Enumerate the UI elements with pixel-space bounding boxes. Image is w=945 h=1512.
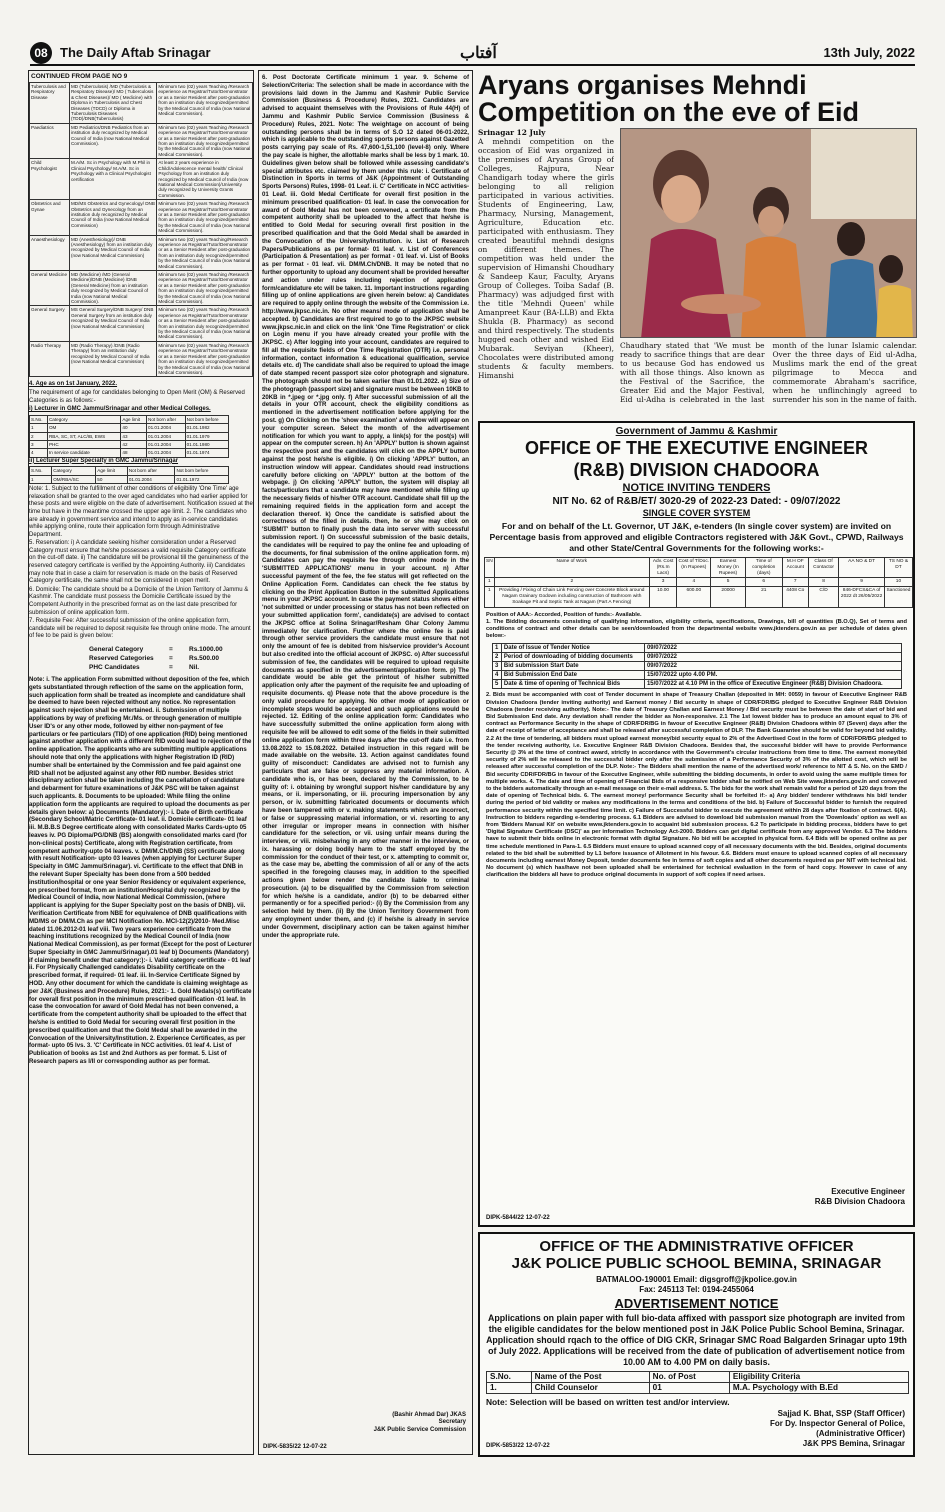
fee-equals: =: [169, 664, 173, 671]
paper-logo: آفتاب: [460, 43, 497, 62]
tender-nit-heading: NOTICE INVITING TENDERS: [622, 482, 771, 494]
signatory-office: J&K Public Service Commission: [373, 1426, 466, 1433]
table-cell: C/D: [808, 587, 838, 607]
table-cell: 15/07/2022 upto 4.00 PM.: [644, 671, 901, 680]
table-cell: 1: [485, 578, 495, 587]
table-cell: 01: [649, 1383, 729, 1394]
news-body-left: [478, 128, 614, 418]
qualification-table: [29, 82, 253, 377]
table-cell: Period of downloading of bidding documents: [501, 653, 644, 662]
paper-name: The Daily Aftab Srinagar: [60, 45, 211, 60]
post-row: [487, 1372, 909, 1383]
table-cell: MD (Radio Therapy) /DNB (Radio Therapy) from an institution duly recognized by Medical Council of India (now National Medical Commission): [69, 341, 156, 376]
news-headline: [478, 72, 915, 126]
age-row: [30, 449, 229, 457]
table-cell: 8: [808, 578, 838, 587]
date-row: [493, 644, 902, 653]
table-cell: Category: [52, 467, 96, 475]
table-cell: Age limit: [96, 467, 128, 475]
reservation-text: 5. Reservation: i) A candidate seeking his/her consideration under a Reserved Category must ensure that he/she possesses a valid requisite Category certificate on the cut-off date. ii) The candidature will be provisional till the genuineness of the reserved category certificate is verified by the Appointing Authority. iii) Candidates may note that in case a claim for reservation is made on the basis of Reserved Category certificate, the same shall not be considered in open merit.: [29, 540, 249, 585]
age-sub2: ii) Lecturer Super Specialty in GMC Jammu/Srinagar: [29, 457, 179, 464]
dateline: Srinagar 12 July: [478, 128, 546, 137]
age-row: [30, 432, 229, 440]
fee-list: [89, 645, 253, 672]
fee-text: 7. Requisite Fee: After successful submission of the online application form, candidate will be required to deposit requisite fee through online mode. The amount of fee to be paid is given below:: [29, 618, 251, 640]
tender-system: SINGLE COVER SYSTEM: [642, 508, 751, 518]
qualification-row: [30, 123, 253, 158]
table-cell: S.No.: [30, 415, 48, 423]
table-cell: General Surgery: [30, 306, 70, 341]
tender-sign-office: R&B Division Chadoora: [814, 1197, 905, 1206]
table-cell: TS NO & DT: [884, 558, 912, 578]
table-cell: 01.01.1979: [185, 432, 228, 440]
table-cell: Date & time of opening of Technical Bids: [501, 680, 644, 689]
mehndi-competition-photo: [620, 128, 917, 338]
headline-line-1: Aryans organises Mehndi: [478, 70, 807, 100]
table-cell: 43: [121, 432, 147, 440]
table-cell: PHC: [47, 440, 120, 448]
table-cell: 3: [493, 662, 502, 671]
ad-signature: [770, 1409, 905, 1449]
fee-category: PHC Candidates: [89, 664, 140, 671]
table-cell: Cost of T/Doc. (In Rupees): [677, 558, 711, 578]
qualification-row: [30, 235, 253, 270]
ad-sign-for: For Dy. Inspector General of Police,: [770, 1419, 905, 1428]
domicile-text: 6. Domicile: The candidate should be a Domicile of the Union Territory of Jammu & Kashmir. The candidate must possess the Domicile Certificate issued by the Competent Authority in the prescribed format as on the last date prescribed for submission of online application form.: [29, 586, 249, 616]
age-row: [30, 467, 229, 475]
signatory-name: (Bashir Ahmad Dar) JKAS: [392, 1411, 466, 1418]
table-cell: Not born before: [175, 467, 229, 475]
tender-position: Position of AAA:- Accorded, Position of funds:- Available.: [486, 611, 642, 618]
table-cell: Not born after: [127, 467, 175, 475]
table-cell: 40: [121, 424, 147, 432]
qualification-row: [30, 200, 253, 235]
ad-sign-name: Sajjad K. Bhat, SSP (Staff Officer): [777, 1409, 905, 1418]
table-cell: MD (Tuberculosis) /MD (Tuberculosis & Respiratory Disease)/ MD ( Tuberculosis & Chest Diseases)/ MD ( Medicine) with Diploma in Tuberculosis and Chest Diseases (TDCD) or Diploma in Tuberculosis Diseases (TDD)/DNB(Tuberculosis): [69, 83, 156, 124]
age-table-1: [29, 415, 229, 458]
table-cell: Name of Work: [494, 558, 649, 578]
table-cell: 50: [96, 475, 128, 483]
table-cell: 4408 Co: [782, 587, 808, 607]
psc-signature: [374, 1412, 466, 1435]
tender-notice: [478, 421, 915, 1227]
table-cell: MD Pediatrics/DNB Pediatrics from an institution duly recognized by Medical Council of India (now National Medical Commission).: [69, 123, 156, 158]
qualification-row: [30, 341, 253, 376]
table-cell: 09/07/2022: [644, 662, 901, 671]
tender-terms: 2. Bids must be accompanied with cost of Tender document in shape of Treasury Challan (deposited in MH: 0059) in favour of Executive Engineer R&B Division Chadoora (tender inviting authority) and Earnest money / Bid security in shape of CDR/FDR/BG pledged to Executive Engineer R&B Division Chadoora (tender receiving authority). Note:- The date of Treasury Challan and Earnest Money / Bid security must be between the date of start of bid and Bid Submission End date. Any deviation shall render the bidder as Non-responsive. 2.1 The 1st lowest bidder has to produce an amount equal to 3% of contract as Performance Security in the shape of CDR/FDR/BG in favour of Executive Engineer (R&B) Division Chadoora within 07 (Seven) days after the date of receipt of letter of acceptance and shall be released after successful completion of DLP. The Bank Guarantee should be valid for beyond bid validity. 2.2 At the time of tendering, all bidders must upload earnest money/bid security equal to 2% of the Advertised Cost in the form of CDR/FDR/BG pledged to the tender receiving authority, i.e. Executive Engineer R&B Division Chadoora. Besides that, the successful bidder will have to provide Performance Security @ 3% at the time of contract award, strictly in accordance with the Government's circular instructions from time to time. The earnest money/bid security of 2% will be released to the successful bidder only after the submission of a Performance Security of 3% of the allotted cost, which will be released after successful completion of the DLP. Note:- The Bidders shall mention the name of the advertised work/ reference to NIT & S. No. on the EMD / Bid security CDR/FDR/BG in favour of the Executive Engineer, while submitting the bidding documents, in order to avoid using the same multiple times for multiple works. 4. The date and time of opening of Financial Bids of a responsive bidder shall be notified on Web Site www.jktenders.gov.in and conveyed to the bidders automatically through an e-mail message on their e-mail address. 5. The bids for the work shall remain valid for a period of 120 days from the date of opening of Technical bids. 6. The earnest money/ performance Security shall be forfeited if:- a) Any bidder/ tenderer withdraws his bid/ tender during the period of bid validity or makes any modifications in the terms and conditions of the bid. b) Failure of Successful bidder to furnish the required performance security within the specified time limit. c) Failure of Successful bidder to execute the agreement within 28 days after fixation of contract. 6(A). Instruction to bidders regarding e-tendering process. 6.1 Bidders are advised to download bid submission manual from the 'Downloads' option as well as from 'Bidders Manual Kit' on website www.jktenders.gov.in to acquaint bid submission process. 6.2 To participate in bidding process, bidders have to get 'Digital Signature Certificate (DSC)' as per information Technology Act-2000. Bidders can get digital certificate from any approved Vendor. 6.3 The bidders have to submit their bids online in electronic format with digital Signature. No bid will be accepted in physical form. 6.4 Bids will be opened online as per time schedule mentioned in Para-1. 6.5 Bidders must ensure to upload scanned copy of all necessary documents with the bid. Besides, original documents related to the bid shall be submitted by L1 before issuance of Allotment in his favour. 6.6. Bidders must ensure to upload scanned copies of all necessary documents including earnest Money Deposit, tender documents fee in terms of soft copies and all other documents required as per NIT with technical bid. No document (s) which has/have not been uploaded shall be entertained for technical evaluation in the form of hard copy. However in case of any clarification the bidders all have to produce original documents in support of soft copies if need arises.: [486, 692, 907, 879]
photo-illustration: [621, 129, 917, 338]
table-cell: Providing / Fixing of Chain Link Fencing over Concrete Block around Nagam Grainary Godown including construction of Bathroom with Soakage Pit and Septic Tank at Nagam (Part A Fencing): [494, 587, 649, 607]
table-cell: 3: [30, 440, 48, 448]
table-cell: Category: [47, 415, 120, 423]
table-cell: AA NO & DT: [839, 558, 885, 578]
table-cell: Earnest Money (In Rupees): [711, 558, 746, 578]
table-cell: 15/07/2022 at 4.10 PM in the office of Executive Engineer (R&B) Division Chadoora.: [644, 680, 901, 689]
table-cell: 10: [884, 578, 912, 587]
ad-address-2: Fax: 245113 Tel: 0194-2455064: [639, 1285, 754, 1294]
table-cell: Minimum two (02) years Teaching /Research experience as Registrar/Tutor/Demonstrator or as a Senior Resident after post-graduation from an institution duly recognized/permitted by the Medical Council of India (now National Medical Commission).: [157, 271, 253, 306]
table-cell: 48: [121, 449, 147, 457]
ad-sign-office: J&K PPS Bemina, Srinagar: [802, 1439, 905, 1448]
ad-address-1: BATMALOO-190001 Email: digsgroff@jkpolice.gov.in: [596, 1275, 797, 1284]
date-row: [493, 653, 902, 662]
table-cell: No. of Post: [649, 1372, 729, 1383]
fee-amount: Rs.1000.00: [189, 646, 223, 653]
table-cell: 01.01.1974: [185, 449, 228, 457]
table-cell: Paediatrics: [30, 123, 70, 158]
issue-date: 13th July, 2022: [823, 45, 915, 60]
table-cell: 1: [30, 424, 48, 432]
police-school-ad: [478, 1232, 915, 1457]
table-cell: 20000: [711, 587, 746, 607]
age-row: [30, 440, 229, 448]
table-cell: MD (Medicine) /MD (General Medicine)/DNB (Medicine) /DNB (General Medicine) from an institution duly recognized by Medical Council of India (now National Medical Commission).: [69, 271, 156, 306]
fee-amount: Nil.: [189, 664, 200, 671]
ad-title-1: OFFICE OF THE ADMINISTRATIVE OFFICER: [539, 1238, 854, 1255]
table-cell: 1: [493, 644, 502, 653]
news-body-right: Chaudhary stated that 'We must be ready to sacrifice things that are dear to us because God has endowed us with all those things. Also known as the Festival of the Sacrifice, the Greater Eid and the Major Festival, Eid ul-Adha is celebrated in the last month of the lunar Islamic calendar. Over the three days of Eid ul-Adha, Muslims mark the end of the great pilgrimage to Mecca and commemorate Abraham's sacrifice, when he unflinchingly agreed to surrender his son in the name of faith.: [620, 341, 917, 404]
table-cell: 09/07/2022: [644, 653, 901, 662]
tender-dates-table: [492, 643, 902, 689]
fee-equals: =: [169, 655, 173, 662]
table-cell: 01.01.1972: [175, 475, 229, 483]
tender-para-1: 1. The Bidding documents consisting of qualifying information, eligibility criteria, specifications, Drawings, bill of quantities (B.O.Q), Set of terms and conditions of contract and other details can be seen/downloaded from the departmental website www.jktenders.gov.in as per schedule of dates given below:-: [486, 618, 907, 640]
table-cell: 42: [121, 440, 147, 448]
table-cell: 21: [745, 587, 782, 607]
table-cell: 7: [782, 578, 808, 587]
ad-note: Note: Selection will be based on written test and/or interview.: [486, 1397, 730, 1407]
table-cell: Obstetrics and Gynae: [30, 200, 70, 235]
table-cell: S.No.: [487, 1372, 532, 1383]
table-cell: Class Of Contactor: [808, 558, 838, 578]
tender-govt: Government of Jammu & Kashmir: [615, 426, 778, 437]
table-cell: 01.01.2004: [147, 432, 186, 440]
table-cell: Minimum two (02) years Teaching/Research experience as Registrar/Tutor/Demonstrator or as a Senior Resident after post-graduation from an institution duly recognized/permitted by the Medical Council of India (now National Medical Commission).: [157, 235, 253, 270]
table-cell: 4: [30, 449, 48, 457]
table-cell: S.No.: [30, 467, 52, 475]
table-cell: Minimum two (02) years Teaching /Research experience as Registrar/Tutor/Demonstrator or as a Senior Resident after post-graduation from an institution duly recognized/permitted by the Medical Council of India (now National Medical Commission).: [157, 83, 253, 124]
table-cell: Eligibility Criteria: [729, 1372, 908, 1383]
qualification-row: [30, 271, 253, 306]
ad-post-table: [486, 1371, 909, 1394]
age-heading: 4. Age as on 1st January, 2022.: [29, 381, 118, 388]
psc-ad-column-1: [28, 70, 254, 1455]
table-cell: Time of completion (days): [745, 558, 782, 578]
table-cell: MD (Anesthesiology)/ DNB (Anesthesiology) from an institution duly recognized by Medical Council of India (now National Medical Commission): [69, 235, 156, 270]
table-cell: RBA, SC, ST, ALC/IB, EWS: [47, 432, 120, 440]
fee-item: [89, 645, 253, 654]
fee-category: General Category: [89, 646, 144, 653]
post-row: [487, 1383, 909, 1394]
qualification-row: [30, 83, 253, 124]
table-cell: M.A/M. Sc in Psychology with M.Phil in Clinical Psychology/ M.A/M. Sc in Psychology with a Clinical Psychologist certification: [69, 159, 156, 200]
table-cell: General Medicine: [30, 271, 70, 306]
tender-signature: [815, 1187, 905, 1207]
table-cell: Anaesthesiology: [30, 235, 70, 270]
age-notes: Note: 1. Subject to the fulfillment of other conditions of eligibility 'One Time' age relaxation shall be granted to the over aged candidates who had earlier applied for these posts and were eligible on the date of advertisement. Notification issued at the time but have in the meantime crossed the upper age limit. 2. The candidates who are already in government service and intend to apply as in-service candidates while applying online, route their application form through Administrative Department.: [29, 486, 253, 538]
fee-category: Reserved Categories: [89, 655, 154, 662]
age-row: [30, 415, 229, 423]
signatory-title: Secretary: [438, 1419, 466, 1425]
fee-item: [89, 654, 253, 663]
table-cell: 6: [745, 578, 782, 587]
table-cell: OM/RBA/SC: [52, 475, 96, 483]
tender-row: [485, 558, 913, 578]
dipk-number: DIPK-5835/22 12-07-22: [263, 1444, 327, 1450]
table-cell: Child Psychologist: [30, 159, 70, 200]
application-notes: Note: i. The application Form submitted without deposition of the fee, which gets substantiated through reflection of the same on the application form, such application form shall be treated as incomplete and candidature shall be deemed to have been rejected without any notice. No representation against such rejection shall be entertained. ii. Submission of multiple applications by way of prefixing Mr./Ms. or through generation of multiple User ID's or any other mode, followed by either non-payment of fee particulars or fee particulars (TID) of one application (RID) being mentioned against another application with a different RID would lead to rejection of the online application. The applicants who are submitting multiple applications should note that only the applications with higher Registration ID (RID) number shall be entertained by the Commission and fee paid against one RID shall not be adjusted against any other RID number. Besides strict disciplinary action shall be taken including the cancellation of candidature and debarment for future examinations of J&K PSC will be taken against such applicants. 8. Documents to be uploaded: While filing the online application form the applicants are required to upload the documents as per details given below: a) Documents (Mandatory):- i. Date of Birth certificate (Secondary School/Matric Certificate- 01 leaf. ii. Domicile certificate- 01 leaf iii. M.B.B.S Degree certificate along with consolidated Marks Cards-upto 05 leaves iv. PG Diploma/PG/DNB (BS) alongwith consolidated marks card (for non-clinical posts) Certificate, along with Registration certificate, from competent authority-upto 04 leaves. v. DM/M.Ch/DNB (SS) certificate along with result Notification- upto 03 leaves (when applying for Lecturer Super Specialty in GMC Jammu/Srinagar). vi. Certificate to the effect that DNB in the relevant Super Specialty has been done from a 500 bedded institution/hospital or one year Senior Residency or equivalent experience, on prescribed format, from an institution/Hospital duly recognized by the Medical Council of India, now National Medical Commission, (where applicant is applying for the Super Specialty post on the basis of DNB). vii. Verification Certificate from NBE for equivalence of DNB qualifications with MD/MS or DM/M.Ch as per MCI Notification No. MCI-12(2)/2010- Med.Misc dated 11.06.2012-01 leaf viii. Two years experience certificate from the teaching institutions recognized by the Medical Council of India (now National Medical Commission), as per format (Except for the post of Lecturer Super Specialty in GMC Jammu/Srinagar).01 leaf b) Documents (Mandatory) if claiming benefit under that category:):- i. Valid category certificate - 01 leaf ii. For Physically Challenged candidates Disability certificate on the prescribed format, if required- 01 leaf. iii. In-Service Certificate Signed by HOD. Any other document for which the candidate is claiming weightage as per J&K (Business and Procedure) Rules, 2021:- 1. Gold Medals(s) certificate for overall first position in the minimum prescribed qualification -01 leaf. In case the convocation for award of Gold Medal has not been convened, a certificate from the competent authority shall be uploaded to the effect that he/she is entitled to Gold Medal for securing overall first position in the prescribed qualification and that the Gold Medal shall be awarded in the Convocation of the University/Institution. 2. Experience Certificates, as per format- upto 05 lvs. 3. 'C' Certificate in NCC activities. 01 leaf 4. List of Publication of books as 1st and 2nd Authors as per format. 5. List of Research papers as I/II or corresponding author as per format.: [29, 676, 252, 1066]
table-cell: 01.01.2004: [127, 475, 175, 483]
table-cell: Child Counselor: [531, 1383, 649, 1394]
ad-dipk: DIPK-5853/22 12-07-22: [486, 1443, 550, 1449]
table-cell: 09/07/2022: [644, 644, 901, 653]
table-cell: MS General Surgery/DNB Surgery/ DNB General Surgery from an institution duly recognized by Medical Council of India (now National Medical Commission): [69, 306, 156, 341]
table-cell: 600.00: [677, 587, 711, 607]
fee-equals: =: [169, 646, 173, 653]
table-cell: Minimum two (02) years Teaching /Research experience as Registrar/Tutor/Demonstrator or as a Senior Resident after post-graduation from an institution duly recognized/permitted by the Medical Council of India (now National Medical Commission).: [157, 123, 253, 158]
age-sub1: i) Lecturer in GMC Jammu/Srinagar and other Medical Colleges.: [29, 406, 211, 413]
table-cell: 1: [30, 475, 52, 483]
table-cell: 3: [649, 578, 676, 587]
table-cell: MD/MS Obstetrics and Gynecology/ DNB Obstetrics and Gynecology from an institution duly recognized by Medical Council of India (now National Medical Commission): [69, 200, 156, 235]
tender-row: [485, 578, 913, 587]
table-cell: Age limit: [121, 415, 147, 423]
age-table-2: [29, 466, 229, 484]
news-text-1: A mehndi competition on the occasion of Eid was organized in the premises of Aryans Group of Colleges, Rajpura, Near Chandigarh today where the girls belonging to all religion participated in various activities. Students of Engineering, Law, Pharmacy, Nursing, Management, Agriculture, Education etc. participated with enthusiasm. They created beautiful mehndi designs on different themes. The competition was held under the supervision of Himanshi Choudhary & Sandeep Kaur, Faculty, Aryans Group of Colleges. Toiba Sadaf (B. Pharmacy) was adjudged first with the title 'Mehndi Queen' while Amanpreet Kaur (BA-LLB) and Ekta Shukla (B. Pharmacy) as second and third respectively. The students hugged each other and wished Eid Mubarak. Seviyan (Kheer), Chocolates were distributed among students & faculty members. Himanshi: [478, 137, 614, 380]
date-row: [493, 680, 902, 689]
table-cell: Not born before: [185, 415, 228, 423]
table-cell: M.A. Psychology with B.Ed: [729, 1383, 908, 1394]
table-cell: Minimum two (02) years Teaching /Research experience as Registrar/Tutor/Demonstrator or as a Senior Resident after post-graduation from an institution duly recognized/permitted by the Medical Council of India (now National Medical Commission).: [157, 306, 253, 341]
ad-body: Applications on plain paper with full bio-data affixed with passport size photograph are invited from the eligible candidates for the below mentioned post in J&K Police Public School Bemina, Srinagar. Application should rqach to the office of DIG CKR, Srinagar SMC Road Balgarden Srinagar upto 19th of July 2022. Applications will be received from the date of publication of advertisement notice from 10.00 AM to 4.00 PM on daily basis.: [486, 1313, 907, 1367]
headline-line-2: Competition on the eve of Eid: [478, 97, 860, 127]
table-cell: 01.01.1980: [185, 440, 228, 448]
fee-item: [89, 663, 253, 672]
table-cell: Bid submission Start Date: [501, 662, 644, 671]
age-text: The requirement of age for candidates belonging to Open Merit (OM) & Reserved Categories is as follows:-: [29, 389, 245, 404]
table-cell: 01.01.2004: [147, 449, 186, 457]
psc-ad-column-2: [258, 70, 473, 1455]
tender-intro: For and on behalf of the Lt. Governor, UT J&K, e-tenders (In single cover system) are invited on Percentage basis from approved and eligible Contractors registered with J&K Govt., CPWD, Railways and other State/Central Governments for the following works:-: [489, 521, 904, 553]
date-row: [493, 662, 902, 671]
table-cell: Bid Submission End Date: [501, 671, 644, 680]
table-cell: Minimum two (02) years Teaching /Research experience as Registrar/Tutor/Demonstrator or as a Senior Resident after post-graduation from an institution duly recognized/permitted by the Medical Council of India (now National Medical Commission).: [157, 200, 253, 235]
tender-dipk: DIPK-5844/22 12-07-22: [486, 1215, 550, 1221]
ad-sign-title: (Administrative Officer): [816, 1429, 905, 1438]
date-row: [493, 671, 902, 680]
table-cell: 01.01.1982: [185, 424, 228, 432]
table-cell: Tuberculosis and Respiratory Disease: [30, 83, 70, 124]
masthead: [30, 42, 915, 66]
table-cell: 2: [494, 578, 649, 587]
page-number: 08: [30, 42, 52, 64]
tender-nit-number: NIT No. 62 of R&B/ET/ 3020-29 of 2022-23 Dated: - 09/07/2022: [552, 496, 841, 507]
table-cell: 01.01.2004: [147, 424, 186, 432]
table-cell: OM: [47, 424, 120, 432]
ad-title-2: J&K POLICE PUBLIC SCHOOL BEMINA, SRINAGAR: [511, 1255, 882, 1272]
table-cell: 10.00: [649, 587, 676, 607]
age-row: [30, 475, 229, 483]
tender-row: [485, 587, 913, 607]
table-cell: 2: [493, 653, 502, 662]
table-cell: 4: [493, 671, 502, 680]
table-cell: 4: [677, 578, 711, 587]
table-cell: In service candidate: [47, 449, 120, 457]
table-cell: 2: [30, 432, 48, 440]
qualification-row: [30, 159, 253, 200]
table-cell: Adv. Cost (Rs.In Lacs): [649, 558, 676, 578]
table-cell: 5: [711, 578, 746, 587]
tender-title-1: OFFICE OF THE EXECUTIVE ENGINEER: [524, 438, 869, 458]
table-cell: Date of Issue of Tender Notice: [501, 644, 644, 653]
tender-sign-title: Executive Engineer: [831, 1187, 905, 1196]
ad-heading: ADVERTISEMENT NOTICE: [614, 1296, 779, 1311]
continued-label: CONTINUED FROM PAGE NO 9: [31, 73, 128, 80]
table-cell: 1.: [487, 1383, 532, 1394]
selection-criteria-text: 6. Post Doctorate Certificate minimum 1 year. 9. Scheme of Selection/Criteria: The selection shall be made in accordance with the provisions laid down in the Jammu and Kashmir Public Service Commission (Business & Procedure) Rules, 2021. Candidates are advised to acquaint themselves with the Provisions of Rule 44(H) of Jammu and Kashmir Public Service Commission (Business & Procedure) Rules, 2021. Note: The weightage on account of being outstanding persons shall be in terms of S.O 12 dated 06-01-2022, which is applicable to the outstanding sports persons against Gazetted posts carrying pay scale of Rs. 47,600-1,51,100 (level-8) only. Where the pay scale is higher, the allottable marks shall be less by 1 mark. 10. Guidelines given below shall be followed while assessing candidate's special attributes etc. claimed by them under this rule: i. Certificate of Distinction in Sports in terms of J&K (Appointment of Outstanding Sports Persons) Rules, 1998- 01 Leaf. ii. C' Certificate in NCC activities- 01 Leaf. iii. Gold Medal Certificate for overall first position in the minimum prescribed qualification- 01 leaf. In case the convocation for award of Gold Medal has not been convened, a certificate from the competent authority shall be uploaded to the affect that he/she is entitled to Gold Medal for securing overall first position in the prescribed qualification and that the Gold Medal shall be awarded in the Convocation of the University/Institution. iv. List of Research Papers/Publications as per format- 01 leaf. v. List of Conferences (Participation & Presentation) as per format - 01 leaf. vi. List of Books as per format - 01 leaf. vii. DM/M.Ch/DNB. It may be noted that no further opportunity to upload any document shall be provided hereafter and action under rules including rejection of application form/candidature etc will be taken. 11. Important instructions regarding filling up of online applications are given herein below: a) Candidates are required to apply online through the website of the Commission i.e. http://www.jkpsc.nic.in. No other means/ mode of application shall be accepted. b) Candidates are first required to go to the JKPSC website www.jkpsc.nic.in and click on the link 'One Time Registration' or click on Login menu if you have already created your profile with the JKPSC. c) After logging into your account, candidates are required to fill all the requisite fields of One Time Registration (OTR) i.e. personal information, contact information & educational qualification, service details etc. d) The candidate shall also be required to upload the image of date stamped recent passport size color photograph and signature. The photograph should not be taken earlier than 01.01.2022. e) Size of the photograph (passport size) and signature must be between 10KB to 20KB in *.jpeg or *.jpg only. f) After successful submission of all the details in your OTR account, check the eligibility conditions as mentioned in the advertisement notification before applying for the post. g) On Clicking on the 'show examination' a window will appear on your computer screen. Select the month of the advertisement notification for which you want to apply, a link(s) for the post(s) will appear on the computer screen. h) An 'APPLY' button is shown against the respective post and the candidates will click on the APPLY button against the post he/she is eligible. i) On clicking 'APPLY' button, an instruction window will appear. Candidates should read instructions carefully before clicking on 'APPLY' button at the bottom of the webpage. j) On clicking 'APPLY' button, the system will display all facts/particulars that a candidate may have mentioned while filling up the necessary fields of his/her OTR account. Candidate shall fill up the remaining required fields in the application form and accept the declaration thereof. k) Once the candidate is satisfied about the correctness of the filled in details. then, he or she may click on 'SUBMIT' button to finally push the data into server with successful submission report. l) On successful submission of the basic details, the candidates will be required to pay the online fee and uploading of the documents, for final submission of the online application form. m) Candidates can pay the requisite fee through online mode in the 'SUBMITTED APPLICATIONS' menu in your account. n) After successful payment of the fee, the fee status will get reflected on the Online Application Form. Candidates can check the fee status by clicking on the Print Application Button in the submitted Applications menu in your JKPSC account. In case the payment status shows either 'not submitted or under processing or status has not been reflected on your submitted application form', candidate(s) are advised to contact the JKPSC office at Solina Srinagar/Resham Ghar Colony Jammu immediately for clarification. Further where the online fee is paid through other service providers the candidate must ensure that not only the amount of fee is debited from his/service provider's Account but also credited into the official account of JKPSC. o) After successful submission of fee, the candidates will be required to upload requisite documents as specified in the advertisement/application form. p) The candidate would be able get the printout of his/her submitted application only after the payment of the requisite fee and uploading of requisite documents. q) Please note that the above procedure is the only valid procedure for applying. No other mode of application or incomplete steps would be accepted and such applications would be rejected. 12. Editing of the online application form: Candidates who have successfully submitted the online application form along with requisite fee will be allowed to edit some of the fields in their submitted online application form within three days after the cut-off date i.e. from 13.08.2022 to 15.08.2022. Detailed instruction in this regard will be made available on the website. 13. Action against candidates found guilty of misconduct: Candidates are advised not to furnish any particulars that are false or suppress any material information. A candidate who is, or has been, declared by the Commission, to be guilty of: i. obtaining by wrongful support his/her candidature by any means, or ii. impersonating, or iii. procuring impersonation by any person, or iv. submitting fabricated documents or documents which have been tampered with or v. making statements which are incorrect, or false or suppressing material information, or vi. resorting to any other irregular or improper means in connection with his/her candidature for the selection, or vii. using unfair means during the interview, or viii. misbehaving in any other manner in the interview, or ix. harassing or doing bodily harm to the staff employed by the commission for the conduct of their test, or x. attempting to commit or, as the case may be, abetting the commission of all or any of the acts specified in the foregoing clauses may, in addition to the specified actions given below render the candidate liable to criminal prosecution. (a) to be disqualified by the Commission from selection for which he/she is a candidate, and/or (b) to be debarred either permanently or for a specified period:- (i) By the Commission from any selection held by them. (ii) By the Union Territory Government from any employment under them, and (c) if he/she is already in service under Government, disciplinary action can be taken against him/her under the appropriate rule.: [262, 74, 469, 939]
tender-works-table: [484, 557, 913, 608]
tender-title-2: (R&B) DIVISION CHADOORA: [573, 460, 820, 480]
table-cell: Not born after: [147, 415, 186, 423]
fee-amount: Rs.500.00: [189, 655, 219, 662]
table-cell: 846-DFCS&CA of 2022 dt 26/05/2022: [839, 587, 885, 607]
table-cell: M.H OF Account: [782, 558, 808, 578]
table-cell: 1: [485, 587, 495, 607]
qualification-row: [30, 306, 253, 341]
table-cell: Name of the Post: [531, 1372, 649, 1383]
table-cell: 9: [839, 578, 885, 587]
table-cell: Sanctioned: [884, 587, 912, 607]
table-cell: Minimum two (02) years Teaching /Research experience as Registrar/Tutor/Demonstrator or as a Senior Resident after post-graduation from an institution duly recognized/permitted by the Medical Council of India (now National Medical Commission).: [157, 341, 253, 376]
table-cell: 01.01.2004: [147, 440, 186, 448]
table-cell: SN: [485, 558, 495, 578]
table-cell: At least 2 years experience in Child/Adolescence mental health/ Clinical Psychology from an institution duly recognized by Medical Council of India (now National Medical Commission)/University duly recognized by University Grants Commission.: [157, 159, 253, 200]
age-row: [30, 424, 229, 432]
table-cell: Radio Therapy: [30, 341, 70, 376]
table-cell: 5: [493, 680, 502, 689]
